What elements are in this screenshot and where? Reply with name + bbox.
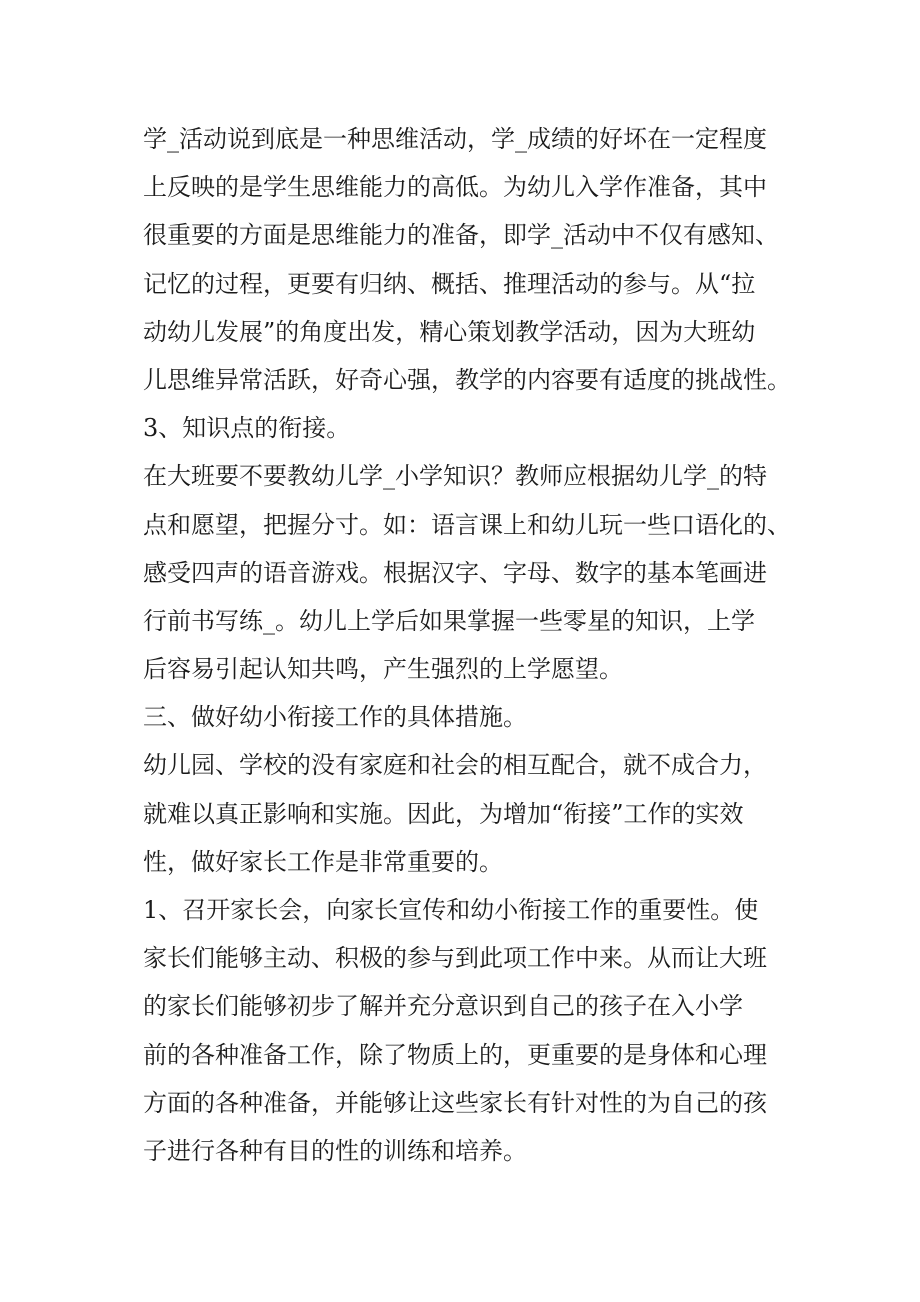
text-line: 动幼儿发展”的角度出发，精心策划教学活动，因为大班幼 xyxy=(143,317,756,346)
text-line: 1、召开家长会，向家长宣传和幼小衔接工作的重要性。使 xyxy=(143,896,759,924)
text-line: 点和愿望，把握分寸。如：语言课上和幼儿玩一些口语化的、 xyxy=(143,510,791,539)
section-heading: 三、做好幼小衔接工作的具体措施。 xyxy=(143,703,527,732)
text-line: 记忆的过程，更要有归纳、概括、推理活动的参与。从“拉 xyxy=(143,269,756,298)
text-line: 前的各种准备工作，除了物质上的，更重要的是身体和心理 xyxy=(143,1040,767,1069)
document-body xyxy=(143,115,793,1175)
text-line: 上反映的是学生思维能力的高低。为幼儿入学作准备，其中 xyxy=(143,173,767,202)
text-line: 很重要的方面是思维能力的准备，即学_活动中不仅有感知、 xyxy=(143,221,779,250)
text-line: 家长们能够主动、积极的参与到此项工作中来。从而让大班 xyxy=(143,944,767,973)
text-line: 的家长们能够初步了解并充分意识到自己的孩子在入小学 xyxy=(143,992,743,1021)
text-line: 方面的各种准备，并能够让这些家长有针对性的为自己的孩 xyxy=(143,1088,767,1117)
text-line: 感受四声的语音游戏。根据汉字、字母、数字的基本笔画进 xyxy=(143,558,767,587)
text-line: 儿思维异常活跃，好奇心强，教学的内容要有适度的挑战性。 xyxy=(143,365,791,394)
text-line: 就难以真正影响和实施。因此，为增加“衔接”工作的实效 xyxy=(143,799,744,828)
text-line: 后容易引起认知共鸣，产生强烈的上学愿望。 xyxy=(143,655,623,684)
text-line: 学_活动说到底是一种思维活动，学_成绩的好坏在一定程度 xyxy=(143,125,767,153)
text-line: 在大班要不要教幼儿学_小学知识？教师应根据幼儿学_的特 xyxy=(143,462,767,491)
text-line: 性，做好家长工作是非常重要的。 xyxy=(143,847,503,876)
text-line: 子进行各种有目的性的训练和培养。 xyxy=(143,1136,527,1165)
text-line: 行前书写练_。幼儿上学后如果掌握一些零星的知识，上学 xyxy=(143,606,755,635)
text-line: 幼儿园、学校的没有家庭和社会的相互配合，就不成合力， xyxy=(143,751,767,780)
section-heading: 3、知识点的衔接。 xyxy=(143,414,351,443)
